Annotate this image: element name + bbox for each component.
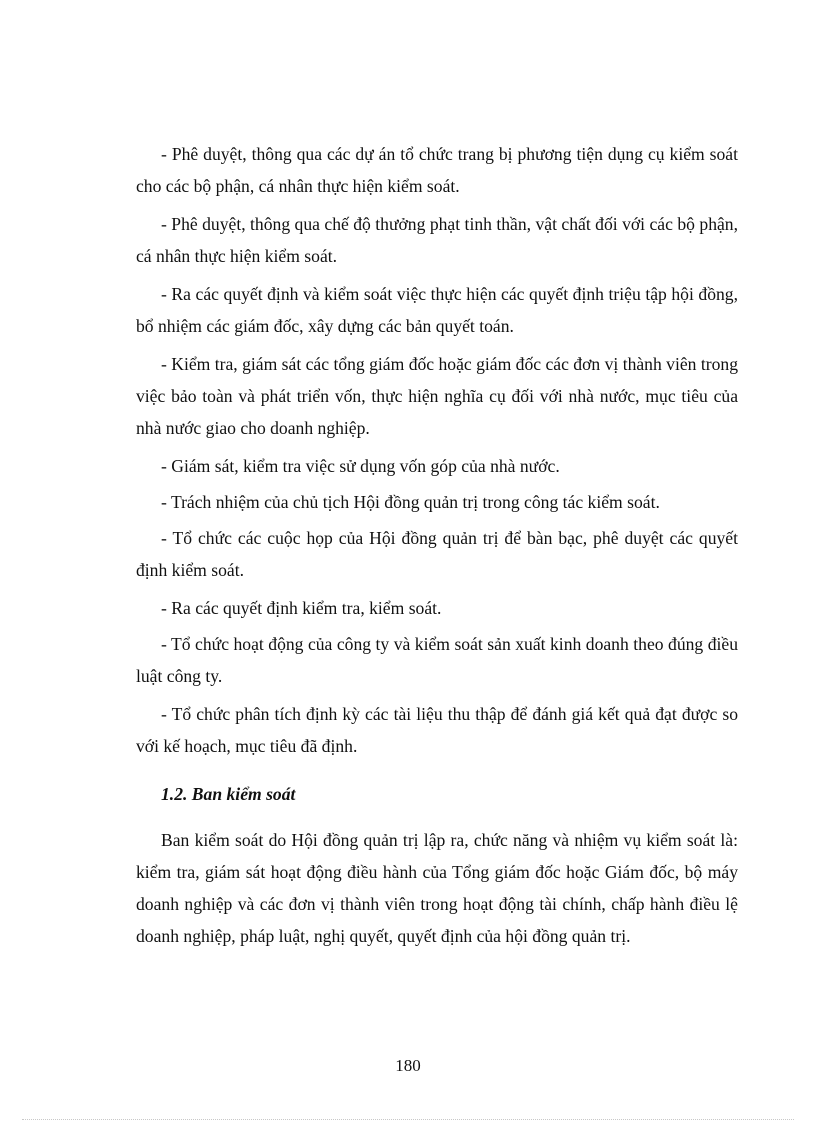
- paragraph: - Tổ chức hoạt động của công ty và kiểm soát sản xuất kinh doanh theo đúng điều luật công ty.: [136, 634, 738, 686]
- paragraph: - Giám sát, kiểm tra việc sử dụng vốn góp của nhà nước.: [161, 456, 560, 476]
- paragraph: - Ra các quyết định và kiểm soát việc thực hiện các quyết định triệu tập hội đồng, bổ nhiệm các giám đốc, xây dựng các bản quyết toán.: [136, 284, 738, 336]
- paragraph: - Phê duyệt, thông qua các dự án tổ chức trang bị phương tiện dụng cụ kiểm soát cho các bộ phận, cá nhân thực hiện kiểm soát.: [136, 144, 738, 196]
- page-content: [136, 138, 738, 958]
- section-paragraph: Ban kiểm soát do Hội đồng quản trị lập ra, chức năng và nhiệm vụ kiểm soát là: kiểm tra, giám sát hoạt động điều hành của Tổng giám đốc hoặc Giám đốc, bộ máy doanh nghiệp và các đơn vị thành viên trong hoạt động tài chính, chấp hành điều lệ doanh nghiệp, pháp luật, nghị quyết, quyết định của hội đồng quản trị.: [136, 830, 738, 946]
- paragraph: - Tổ chức phân tích định kỳ các tài liệu thu thập để đánh giá kết quả đạt được so với kế hoạch, mục tiêu đã định.: [136, 704, 738, 756]
- footer-divider: [22, 1119, 794, 1120]
- page-number: 180: [395, 1056, 421, 1075]
- paragraph: - Trách nhiệm của chủ tịch Hội đồng quản trị trong công tác kiểm soát.: [161, 492, 660, 512]
- paragraph: - Phê duyệt, thông qua chế độ thưởng phạt tinh thần, vật chất đối với các bộ phận, cá nhân thực hiện kiểm soát.: [136, 214, 738, 266]
- paragraph: - Tổ chức các cuộc họp của Hội đồng quản trị để bàn bạc, phê duyệt các quyết định kiểm soát.: [136, 528, 738, 580]
- paragraph: - Ra các quyết định kiểm tra, kiểm soát.: [161, 598, 442, 618]
- paragraph: - Kiểm tra, giám sát các tổng giám đốc hoặc giám đốc các đơn vị thành viên trong việc bảo toàn và phát triển vốn, thực hiện nghĩa cụ đối với nhà nước, mục tiêu của nhà nước giao cho doanh nghiệp.: [136, 354, 739, 438]
- section-heading: 1.2. Ban kiểm soát: [161, 784, 296, 804]
